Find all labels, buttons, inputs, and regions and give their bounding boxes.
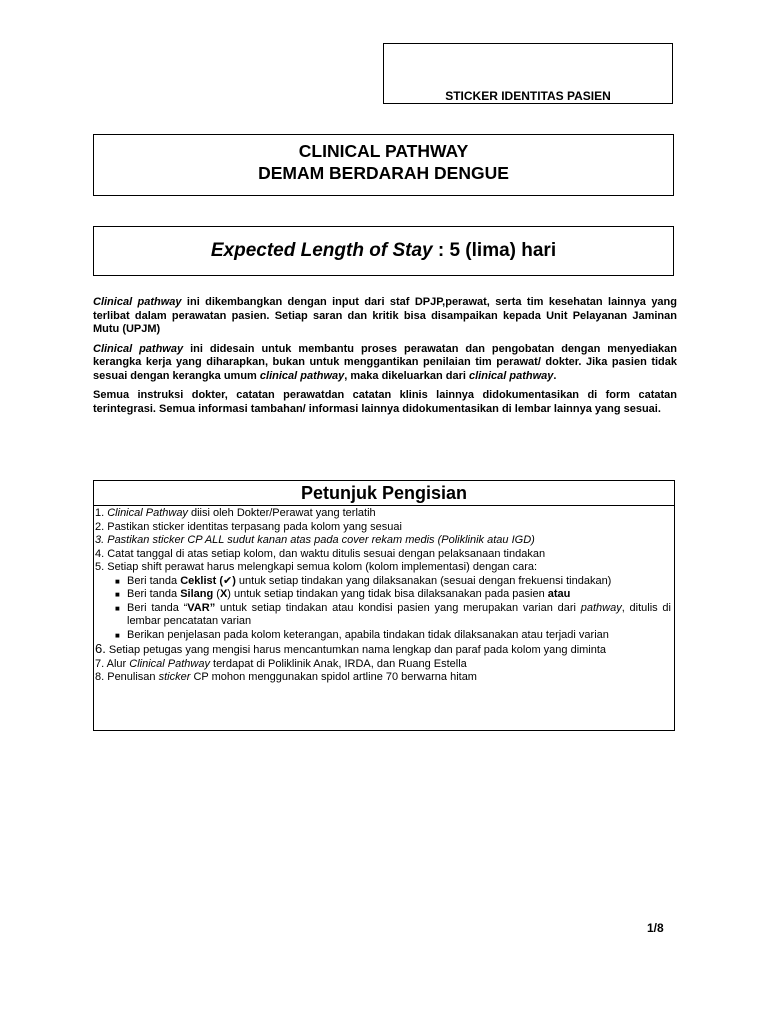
petunjuk-title: Petunjuk Pengisian — [94, 481, 674, 506]
title-box — [93, 134, 674, 196]
text-part-bold: Ceklist (✔) — [180, 574, 236, 587]
intro-p2-text: ini didesain untuk membantu proses perawatan dan pengobatan dengan menyediakan kerangka kerja yang diharapkan, bukan untuk menggantikan penilaian tim perawat/ dokter. Jika pasien tidak sesuai dengan kerangka umum — [93, 342, 677, 382]
intro-paragraph-1 — [93, 296, 677, 337]
text-part: ( — [213, 588, 220, 600]
intro-p1-term: Clinical pathway — [93, 296, 182, 308]
subitem-text — [127, 588, 671, 602]
petunjuk-item-7 — [95, 658, 671, 672]
bullet-icon: ■ — [115, 630, 120, 640]
petunjuk-item-2: 2. Pastikan sticker identitas terpasang pada kolom yang sesuai — [95, 520, 402, 533]
text-part: Beri tanda — [127, 574, 181, 587]
text-part-bold: X — [219, 588, 228, 600]
text-part: ) untuk setiap tindakan yang tidak bisa dilaksanakan pada pasien — [227, 588, 548, 600]
bullet-icon: ■ — [115, 590, 120, 599]
length-of-stay-box — [93, 226, 674, 276]
petunjuk-subitem-4 — [95, 629, 671, 643]
item-term: Clinical Pathway — [107, 507, 188, 519]
patient-sticker-box — [383, 43, 673, 104]
text-part: 8. Penulisan — [95, 671, 159, 683]
text-part-italic: sticker — [158, 671, 191, 683]
los-value: : 5 (lima) hari — [437, 240, 557, 261]
text-part: untuk setiap tindakan yang dilaksanakan (sesuai dengan frekuensi tindakan) — [235, 574, 612, 587]
petunjuk-item-4: 4. Catat tanggal di atas setiap kolom, dan waktu ditulis sesuai dengan pelaksanaan tindakan — [95, 547, 546, 560]
petunjuk-item-6 — [95, 642, 671, 658]
subitem-text — [127, 575, 671, 589]
intro-p2-term-3: clinical pathway — [469, 369, 554, 382]
intro-p2-term-2: clinical pathway — [259, 369, 345, 382]
los-label: Expected Length of Stay — [210, 240, 433, 261]
petunjuk-item-5: 5. Setiap shift perawat harus melengkapi semua kolom (kolom implementasi) dengan cara: — [95, 561, 538, 573]
item-number: 6. — [95, 641, 106, 656]
text-part-italic: Clinical Pathway — [129, 657, 210, 670]
intro-text — [93, 296, 677, 422]
petunjuk-subitem-3 — [95, 602, 671, 629]
petunjuk-subitem-2 — [95, 588, 671, 602]
title-line-1: CLINICAL PATHWAY — [298, 141, 469, 161]
petunjuk-subitem-1 — [95, 575, 671, 589]
item-text: 3. Pastikan sticker CP ALL sudut kanan atas pada cover rekam medis (Poliklinik atau IGD) — [95, 534, 535, 546]
petunjuk-item-3 — [95, 534, 671, 548]
text-part-bold: VAR” — [187, 601, 216, 614]
text-part-italic: pathway — [580, 601, 622, 614]
intro-p1-text: ini dikembangkan dengan input dari staf DPJP,perawat, serta tim kesehatan lainnya yang terlibat dalam perawatan pasien. Setiap saran dan kritik bisa disampaikan kepada Unit Pelayanan Jaminan Mutu (UPJM) — [93, 296, 677, 335]
intro-paragraph-3: Semua instruksi dokter, catatan perawatdan catatan klinis lainnya didokumentasikan di form catatan terintegrasi. Semua informasi tambahan/ informasi lainnya didokumentasikan di lembar lainnya yang sesuai. — [93, 389, 677, 415]
bullet-icon: ■ — [115, 576, 120, 586]
petunjuk-box — [93, 480, 675, 731]
intro-p2-period: . — [553, 369, 557, 382]
subitem-text: Berikan penjelasan pada kolom keterangan, apabila tindakan tidak dilaksanakan atau terjadi varian — [127, 628, 609, 641]
text-part: Beri tanda “ — [127, 601, 188, 614]
subitem-text — [127, 602, 671, 629]
petunjuk-item-1 — [95, 507, 671, 521]
text-part: Beri tanda — [127, 588, 181, 600]
text-part: , ditulis di lembar pencatatan varian — [127, 601, 671, 627]
text-part: untuk setiap tindakan atau kondisi pasien yang merupakan varian dari — [215, 601, 581, 614]
text-part: 7. Alur — [95, 657, 130, 670]
intro-paragraph-2 — [93, 343, 677, 384]
item-text: diisi oleh Dokter/Perawat yang terlatih — [187, 507, 376, 519]
title-line-2: DEMAM BERDARAH DENGUE — [258, 163, 509, 183]
page-number: 1/8 — [647, 921, 664, 935]
item-number: 1. — [95, 507, 108, 519]
petunjuk-item-8 — [95, 671, 671, 685]
sticker-label: STICKER IDENTITAS PASIEN — [445, 89, 611, 103]
text-part: terdapat di Poliklinik Anak, IRDA, dan Ruang Estella — [209, 657, 467, 670]
text-part-bold: atau — [547, 588, 571, 600]
intro-p2-term: Clinical pathway — [93, 342, 184, 355]
item-text: Setiap petugas yang mengisi harus mencantumkan nama lengkap dan paraf pada kolom yang diminta — [105, 644, 607, 656]
bullet-icon: ■ — [115, 603, 120, 613]
petunjuk-list — [94, 506, 674, 685]
text-part-bold: Silang — [180, 588, 214, 600]
text-part: CP mohon menggunakan spidol artline 70 berwarna hitam — [190, 671, 477, 683]
intro-p2-text-2: , maka dikeluarkan dari — [344, 369, 469, 382]
